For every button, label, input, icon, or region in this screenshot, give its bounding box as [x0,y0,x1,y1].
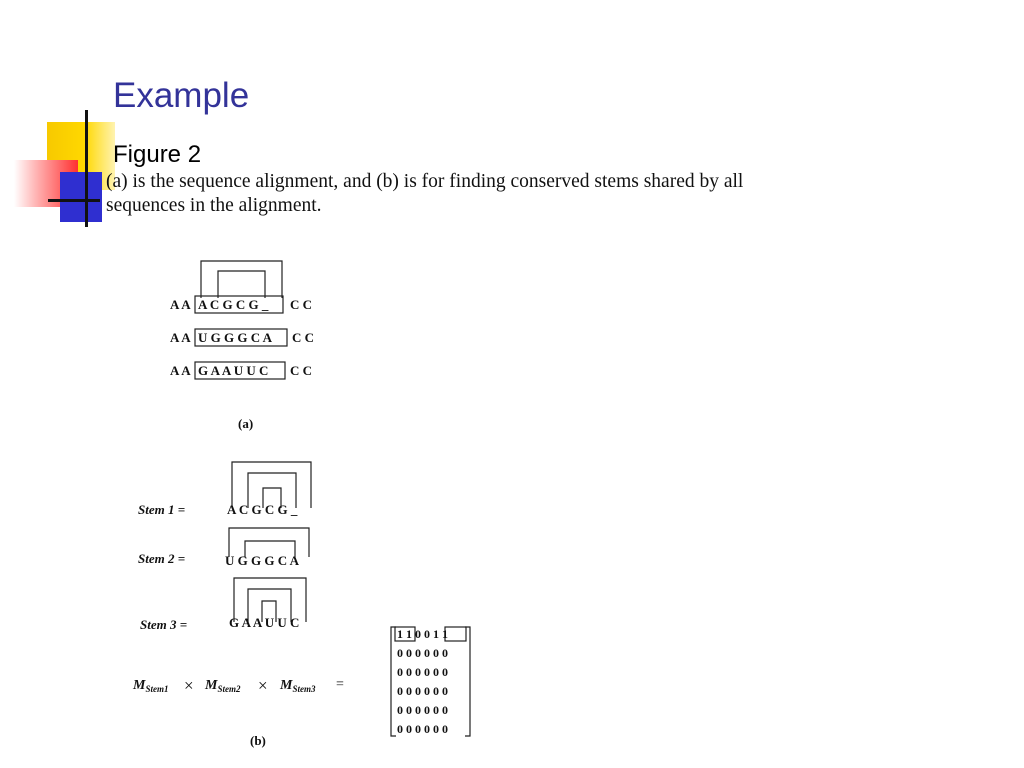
matrix-row: 0 0 0 0 0 0 [397,665,448,679]
alignment-row-prefix: A A [170,330,191,345]
stem-label: Stem 3 = [140,617,188,632]
matrix-row: 0 0 0 0 0 0 [397,703,448,717]
stem-sequence: A C G C G _ [227,502,298,517]
stem-sequence: U G G G C A [225,553,300,568]
svg-text:MStem3 [279,678,316,694]
caption-line: (a) is the sequence alignment, and (b) is for finding conserved stems shared by all [106,171,744,192]
slide-title: Example [113,76,250,115]
panel-b-label: (b) [250,733,266,748]
matrix-left-bracket [391,627,396,736]
stem-label: Stem 2 = [138,551,186,566]
matrix-subscript: Stem3 [292,684,316,694]
matrix-symbol: M [205,678,218,693]
alignment-panel-a [170,261,314,431]
matrix-row: 1 1 0 0 1 1 [397,627,448,641]
matrix-subscript: Stem1 [145,684,169,694]
alignment-row-suffix: C C [290,363,313,378]
stem-label: Stem 1 = [138,502,186,517]
matrix-symbol: M [133,678,146,693]
alignment-row-stem: G A A U U C [198,363,269,378]
svg-text:MStem1 [132,678,168,694]
matrix-highlight-box [445,627,466,641]
stem-sequence: G A A U U C [229,615,300,630]
equals-sign: = [336,677,344,692]
times-sign: × [258,676,268,695]
panel-a-label: (a) [238,416,254,431]
matrix-symbol: M [280,678,293,693]
matrix-row: 0 0 0 0 0 0 [397,646,448,660]
alignment-row-prefix: A A [170,297,191,312]
inner-pair-bracket [218,271,265,298]
times-sign: × [184,676,194,695]
alignment-row-prefix: A A [170,363,191,378]
matrix-row: 0 0 0 0 0 0 [397,722,448,736]
stem-product-equation [132,676,344,695]
svg-text:MStem2 [204,678,241,694]
caption-line: sequences in the alignment. [106,195,322,216]
alignment-row-stem: A C G C G _ [198,297,269,312]
matrix-subscript: Stem2 [217,684,241,694]
stems-panel-b [132,462,470,748]
alignment-row-stem: U G G G C A [198,330,273,345]
alignment-row-suffix: C C [292,330,315,345]
alignment-row-suffix: C C [290,297,313,312]
slide-subtitle: Figure 2 [113,141,202,168]
result-matrix [391,627,470,736]
matrix-row: 0 0 0 0 0 0 [397,684,448,698]
outer-pair-bracket [201,261,282,298]
matrix-right-bracket [465,627,470,736]
